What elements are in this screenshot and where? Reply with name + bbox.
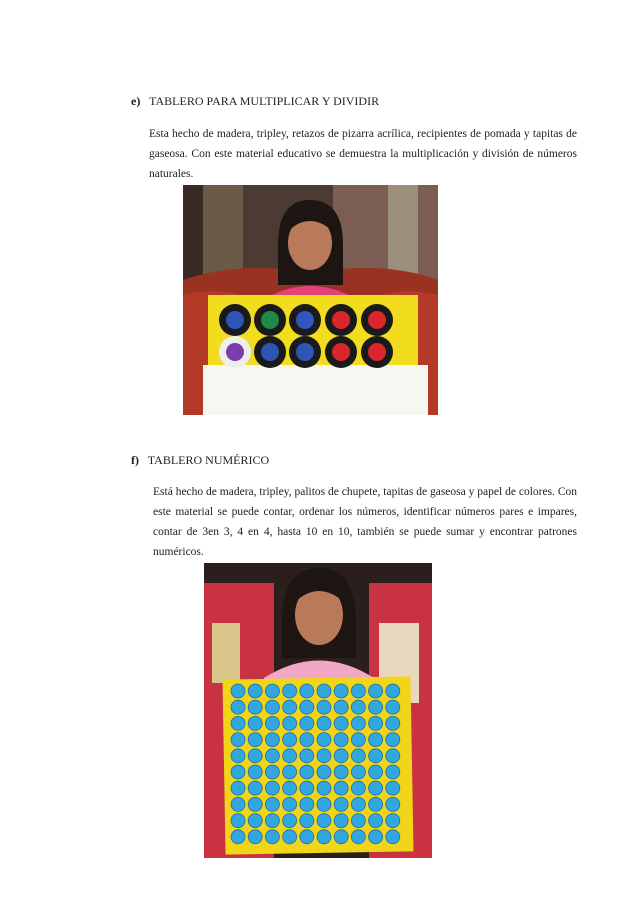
number-cap xyxy=(283,797,297,811)
number-cap xyxy=(351,716,365,730)
number-cap xyxy=(351,814,365,828)
number-cap xyxy=(386,749,400,763)
number-cap xyxy=(369,716,383,730)
number-cap xyxy=(386,733,400,747)
number-cap xyxy=(248,716,262,730)
number-cap xyxy=(300,749,314,763)
number-cap xyxy=(248,765,262,779)
multiplication-board-photo xyxy=(183,185,438,415)
section-e-paragraph: Esta hecho de madera, tripley, retazos de pizarra acrílica, recipientes de pomada y tapitas de gaseosa. Con este material educativo se demuestra la multiplicación y división de números naturales. xyxy=(149,128,577,180)
number-cap xyxy=(334,781,348,795)
number-cap xyxy=(334,814,348,828)
number-cap xyxy=(334,716,348,730)
number-cap xyxy=(317,733,331,747)
number-cap xyxy=(334,684,348,698)
number-cap xyxy=(317,797,331,811)
number-cap xyxy=(351,797,365,811)
number-cap xyxy=(248,733,262,747)
number-cap xyxy=(283,733,297,747)
number-cap xyxy=(283,814,297,828)
number-cap xyxy=(351,684,365,698)
section-f-marker: f) xyxy=(131,453,139,467)
number-cap xyxy=(248,781,262,795)
number-cap xyxy=(248,797,262,811)
number-cap xyxy=(334,749,348,763)
number-cap xyxy=(351,830,365,844)
number-cap xyxy=(351,781,365,795)
section-f-heading xyxy=(131,453,269,468)
number-cap xyxy=(317,749,331,763)
number-cap xyxy=(248,749,262,763)
number-cap xyxy=(283,830,297,844)
number-cap xyxy=(283,749,297,763)
number-cap xyxy=(369,733,383,747)
number-cap xyxy=(317,684,331,698)
number-cap xyxy=(283,716,297,730)
number-cap xyxy=(265,733,279,747)
number-cap xyxy=(369,797,383,811)
number-cap xyxy=(231,733,245,747)
number-cap xyxy=(300,700,314,714)
number-cap xyxy=(265,830,279,844)
number-cap xyxy=(369,684,383,698)
number-cap xyxy=(231,700,245,714)
number-cap xyxy=(369,765,383,779)
number-cap xyxy=(283,765,297,779)
number-cap xyxy=(283,700,297,714)
section-e-marker: e) xyxy=(131,94,141,108)
number-cap xyxy=(386,830,400,844)
number-cap xyxy=(231,781,245,795)
number-cap xyxy=(317,765,331,779)
number-cap xyxy=(265,797,279,811)
number-cap xyxy=(334,830,348,844)
number-cap xyxy=(386,781,400,795)
number-cap xyxy=(265,781,279,795)
number-cap xyxy=(300,781,314,795)
number-cap xyxy=(317,830,331,844)
number-cap xyxy=(351,749,365,763)
number-cap xyxy=(369,830,383,844)
number-cap xyxy=(283,781,297,795)
number-cap xyxy=(317,814,331,828)
number-cap xyxy=(300,733,314,747)
section-f-title: TABLERO NUMÉRICO xyxy=(147,453,270,467)
number-cap xyxy=(265,765,279,779)
number-cap xyxy=(231,765,245,779)
number-cap xyxy=(248,814,262,828)
number-cap xyxy=(231,684,245,698)
number-cap xyxy=(334,733,348,747)
number-cap xyxy=(369,700,383,714)
number-cap xyxy=(283,684,297,698)
numeric-board-photo xyxy=(204,563,432,858)
number-cap xyxy=(351,733,365,747)
number-cap xyxy=(300,830,314,844)
number-cap xyxy=(351,765,365,779)
section-f-paragraph: Está hecho de madera, tripley, palitos de chupete, tapitas de gaseosa y papel de colores. Con este material se puede contar, ordenar los números, identificar números pares e impares, contar de 3en 3, 4 en 4, hasta 10 en 10, también se puede sumar y encontrar patrones numéricos. xyxy=(153,486,577,558)
number-cap xyxy=(386,700,400,714)
number-cap xyxy=(386,684,400,698)
number-cap xyxy=(248,830,262,844)
number-cap xyxy=(248,684,262,698)
number-cap xyxy=(334,700,348,714)
number-cap xyxy=(334,797,348,811)
number-cap xyxy=(300,814,314,828)
number-cap xyxy=(386,716,400,730)
number-cap xyxy=(300,797,314,811)
number-cap xyxy=(231,814,245,828)
number-cap xyxy=(317,716,331,730)
number-cap xyxy=(231,797,245,811)
number-cap xyxy=(300,765,314,779)
number-cap xyxy=(369,781,383,795)
number-cap xyxy=(248,700,262,714)
number-cap xyxy=(265,700,279,714)
section-e-heading xyxy=(131,94,379,109)
number-cap xyxy=(386,814,400,828)
number-cap xyxy=(231,749,245,763)
number-cap xyxy=(231,830,245,844)
number-cap xyxy=(386,797,400,811)
number-cap xyxy=(265,716,279,730)
number-cap xyxy=(300,684,314,698)
number-cap xyxy=(317,700,331,714)
number-cap xyxy=(300,716,314,730)
number-cap xyxy=(351,700,365,714)
number-cap xyxy=(317,781,331,795)
number-cap xyxy=(334,765,348,779)
number-cap xyxy=(369,749,383,763)
number-cap xyxy=(265,684,279,698)
number-cap xyxy=(265,814,279,828)
number-cap xyxy=(231,716,245,730)
number-cap xyxy=(369,814,383,828)
number-cap xyxy=(265,749,279,763)
section-e-title: TABLERO PARA MULTIPLICAR Y DIVIDIR xyxy=(149,94,380,108)
number-cap xyxy=(386,765,400,779)
